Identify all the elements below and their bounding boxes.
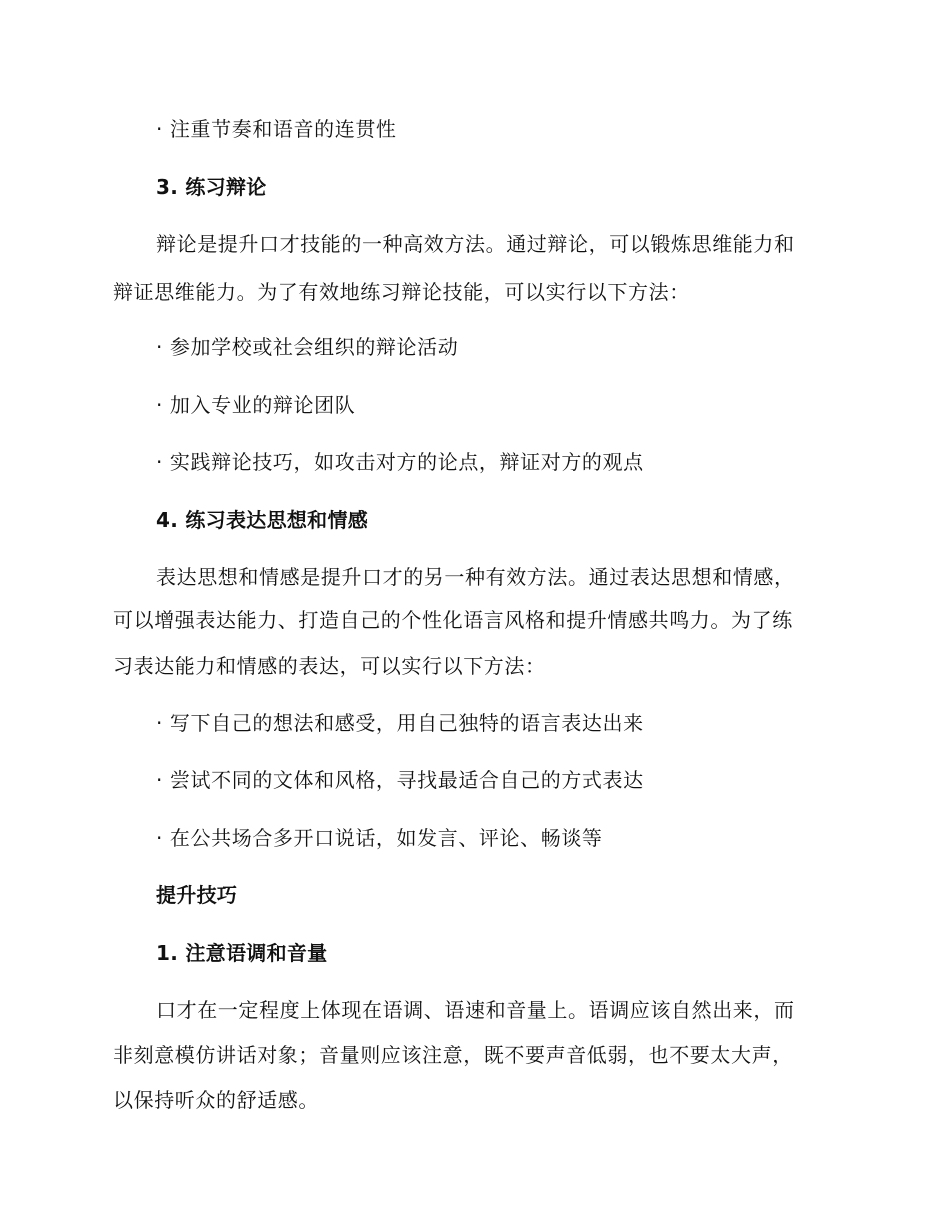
paragraph-line: 可以增强表达能力、打造自己的个性化语言风格和提升情感共鸣力。为了练 bbox=[113, 608, 793, 632]
paragraph-line: 辩证思维能力。为了有效地练习辩论技能，可以实行以下方法： bbox=[113, 280, 690, 304]
bullet-item: · 实践辩论技巧，如攻击对方的论点，辩证对方的观点 bbox=[156, 450, 644, 474]
bullet-item: · 在公共场合多开口说话，如发言、评论、畅谈等 bbox=[156, 826, 603, 850]
paragraph-line: 辩论是提升口才技能的一种高效方法。通过辩论，可以锻炼思维能力和 bbox=[156, 232, 795, 256]
bullet-item: · 参加学校或社会组织的辩论活动 bbox=[156, 335, 459, 359]
bullet-item: · 加入专业的辩论团队 bbox=[156, 393, 356, 417]
paragraph-line: 以保持听众的舒适感。 bbox=[113, 1088, 319, 1112]
paragraph-line: 口才在一定程度上体现在语调、语速和音量上。语调应该自然出来，而 bbox=[156, 998, 795, 1022]
section-heading: 3. 练习辩论 bbox=[156, 175, 267, 199]
bullet-item: · 注重节奏和语音的连贯性 bbox=[156, 117, 397, 141]
section-title: 提升技巧 bbox=[156, 883, 238, 907]
paragraph-line: 表达思想和情感是提升口才的另一种有效方法。通过表达思想和情感， bbox=[156, 565, 795, 589]
bullet-item: · 写下自己的想法和感受，用自己独特的语言表达出来 bbox=[156, 711, 644, 735]
section-heading: 1. 注意语调和音量 bbox=[156, 941, 328, 965]
paragraph-line: 非刻意模仿讲话对象；音量则应该注意，既不要声音低弱，也不要太大声， bbox=[113, 1043, 793, 1067]
bullet-item: · 尝试不同的文体和风格，寻找最适合自己的方式表达 bbox=[156, 768, 644, 792]
section-heading: 4. 练习表达思想和情感 bbox=[156, 508, 369, 532]
paragraph-line: 习表达能力和情感的表达，可以实行以下方法： bbox=[113, 654, 546, 678]
